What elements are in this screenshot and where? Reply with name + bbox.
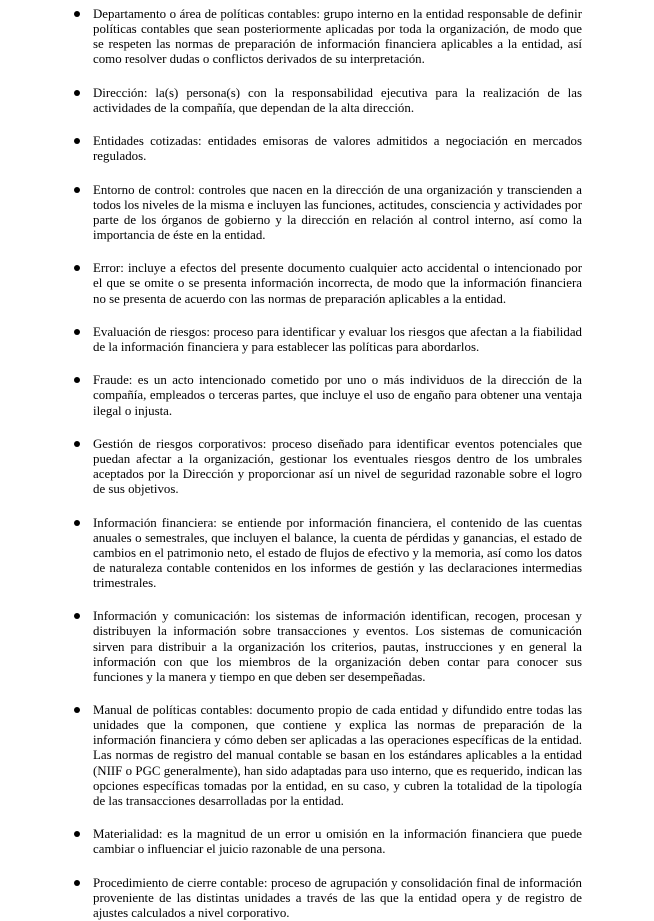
- list-item-text: Información y comunicación: los sistemas de información identifican, recogen, procesan y distribuyen la información sobre transacciones y eventos. Los sistemas de comunicación sirven para distribuir a la organización los criterios, pautas, instrucciones y en general la información con que los miembros de la organización deben contar para conocer sus funciones y la manera y tiempo en que deben ser desempeñadas.: [93, 609, 582, 684]
- list-item-text: Procedimiento de cierre contable: proceso de agrupación y consolidación final de información proveniente de las distintas unidades a través de las que la entidad opera y de registro de ajustes calculados a nivel corporativo.: [93, 875, 582, 920]
- list-item-text: Error: incluye a efectos del presente documento cualquier acto accidental o intencionado por el que se omite o se presenta información incorrecta, de modo que la información financiera no se presenta de acuerdo con las normas de preparación aplicables a la entidad.: [93, 261, 582, 306]
- list-item: [74, 876, 582, 921]
- list-item-text: Dirección: la(s) persona(s) con la responsabilidad ejecutiva para la realización de las actividades de la compañía, que dependan de la alta dirección.: [93, 85, 582, 115]
- bullet-icon: [74, 707, 80, 713]
- bullet-icon: [74, 187, 80, 193]
- bullet-icon: [74, 613, 80, 619]
- bullet-icon: [74, 11, 80, 17]
- list-item-text: Entorno de control: controles que nacen en la dirección de una organización y transcienden a todos los niveles de la misma e incluyen las funciones, actitudes, consciencia y actividades por parte de los órganos de gobierno y la dirección en relación al control interno, así como la importancia de éste en la entidad.: [93, 182, 582, 242]
- list-item-text: Información financiera: se entiende por información financiera, el contenido de las cuentas anuales o semestrales, que incluyen el balance, la cuenta de pérdidas y ganancias, el estado de cambios en el patrimonio neto, el estado de flujos de efectivo y la memoria, así como los datos de naturaleza contable contenidos en los informes de gestión y las declaraciones intermedias trimestrales.: [93, 515, 582, 590]
- list-item: [74, 516, 582, 591]
- bullet-icon: [74, 377, 80, 383]
- glossary-list: [74, 7, 582, 921]
- bullet-icon: [74, 520, 80, 526]
- list-item: [74, 86, 582, 116]
- list-item-text: Entidades cotizadas: entidades emisoras de valores admitidos a negociación en mercados regulados.: [93, 134, 582, 164]
- list-item-text: Materialidad: es la magnitud de un error u omisión en la información financiera que puede cambiar o influenciar el juicio razonable de una persona.: [93, 827, 582, 857]
- bullet-icon: [74, 265, 80, 271]
- list-item-text: Departamento o área de políticas contables: grupo interno en la entidad responsable de definir políticas contables que sean posteriormente aplicadas por toda la organización, de modo que se respeten las normas de preparación de información financiera aplicables a la entidad, así como resolver dudas o conflictos derivados de su interpretación.: [93, 7, 582, 67]
- list-item-text: Gestión de riesgos corporativos: proceso diseñado para identificar eventos potenciales que puedan afectar a la organización, gestionar los eventuales riesgos dentro de los umbrales aceptados por la Dirección y proporcionar así un nivel de seguridad razonable sobre el logro de sus objetivos.: [93, 436, 582, 497]
- bullet-icon: [74, 441, 80, 447]
- list-item: [74, 703, 582, 809]
- list-item-text: Manual de políticas contables: documento propio de cada entidad y difundido entre todas las unidades que la componen, que contiene y explica las normas de preparación de la información financiera y cómo deben ser aplicadas a las operaciones específicas de la entidad. Las normas de registro del manual contable se basan en los estándares aplicables a la entidad (NIIF o PGC generalmente), han sido adaptadas para uso interno, que es requerido, indican las opciones específicas tomadas por la entidad, en su caso, y cubren la totalidad de la tipología de las transacciones desarrolladas por la entidad.: [93, 703, 582, 808]
- list-item: [74, 437, 582, 497]
- bullet-icon: [74, 90, 80, 96]
- list-item: [74, 261, 582, 306]
- list-item: [74, 325, 582, 355]
- bullet-icon: [74, 138, 80, 144]
- list-item: [74, 134, 582, 164]
- list-item-text: Fraude: es un acto intencionado cometido por uno o más individuos de la dirección de la compañía, empleados o terceras partes, que incluye el uso de engaño para obtener una ventaja ilegal o injusta.: [93, 373, 582, 418]
- list-item: [74, 609, 582, 684]
- list-item: [74, 7, 582, 67]
- bullet-icon: [74, 831, 80, 837]
- bullet-icon: [74, 329, 80, 335]
- list-item-text: Evaluación de riesgos: proceso para identificar y evaluar los riesgos que afectan a la fiabilidad de la información financiera y para establecer las políticas para abordarlos.: [93, 324, 582, 354]
- list-item: [74, 373, 582, 418]
- list-item: [74, 183, 582, 243]
- bullet-icon: [74, 880, 80, 886]
